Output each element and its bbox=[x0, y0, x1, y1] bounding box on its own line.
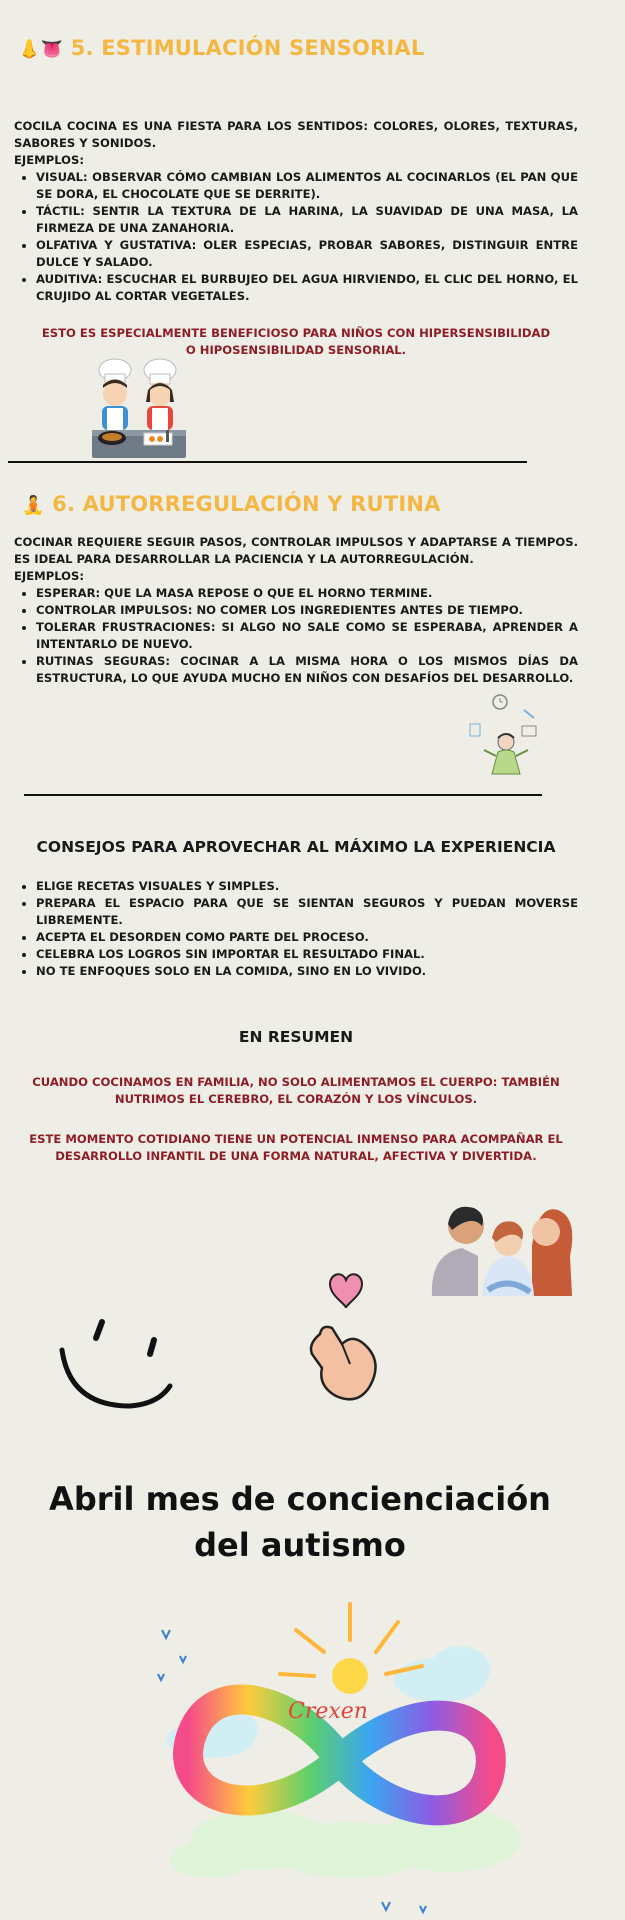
list-item: • PREPARA EL ESPACIO PARA QUE SE SIENTAN SEGUROS Y PUEDAN MOVERSE LIBREMENTE. bbox=[36, 895, 578, 929]
kids-cooking-illustration bbox=[82, 358, 194, 462]
autism-awareness-logo bbox=[150, 1590, 530, 1920]
tips-title: CONSEJOS PARA APROVECHAR AL MÁXIMO LA EXPERIENCIA bbox=[36, 838, 556, 856]
section-6-list bbox=[14, 585, 578, 687]
tips-list bbox=[14, 878, 578, 980]
list-item: • CONTROLAR IMPULSOS: NO COMER LOS INGREDIENTES ANTES DE TIEMPO. bbox=[36, 602, 578, 619]
sensory-note: ESTO ES ESPECIALMENTE BENEFICIOSO PARA NIÑOS CON HIPERSENSIBILIDAD O HIPOSENSIBILIDAD SENSORIAL. bbox=[41, 326, 551, 357]
summary-title: EN RESUMEN bbox=[238, 1028, 354, 1046]
list-item: • OLFATIVA Y GUSTATIVA: OLER ESPECIAS, PROBAR SABORES, DISTINGUIR ENTRE DULCE Y SALADO. bbox=[36, 237, 578, 271]
list-item: • AUDITIVA: ESCUCHAR EL BURBUJEO DEL AGUA HIRVIENDO, EL CLIC DEL HORNO, EL CRUJIDO AL CORTAR VEGETALES. bbox=[36, 271, 578, 305]
section-6-body bbox=[14, 534, 578, 687]
section-5-heading bbox=[18, 36, 424, 60]
list-item: • RUTINAS SEGURAS: COCINAR A LA MISMA HORA O LOS MISMOS DÍAS DA ESTRUCTURA, LO QUE AYUDA MUCHO EN NIÑOS CON DESAFÍOS DEL DESARROLLO. bbox=[36, 653, 578, 687]
list-item: • TÁCTIL: SENTIR LA TEXTURA DE LA HARINA, LA SUAVIDAD DE UNA MASA, LA FIRMEZA DE UNA ZANAHORIA. bbox=[36, 203, 578, 237]
family-illustration bbox=[422, 1196, 578, 1296]
nose-tongue-icon: 👃👅 bbox=[18, 39, 64, 60]
section-6-examples-label: EJEMPLOS: bbox=[14, 569, 85, 583]
list-item: • ESPERAR: QUE LA MASA REPOSE O QUE EL HORNO TERMINE. bbox=[36, 585, 578, 602]
summary-paragraph-2: ESTE MOMENTO COTIDIANO TIENE UN POTENCIAL INMENSO PARA ACOMPAÑAR EL DESARROLLO INFANTIL DE UNA FORMA NATURAL, AFECTIVA Y DIVERTIDA. bbox=[29, 1132, 563, 1163]
list-item: • NO TE ENFOQUES SOLO EN LA COMIDA, SINO EN LO VIVIDO. bbox=[36, 963, 578, 980]
tips-body bbox=[14, 878, 578, 980]
divider-1 bbox=[8, 461, 527, 463]
logo-text: Crexen bbox=[288, 1699, 368, 1724]
section-5-examples-label: EJEMPLOS: bbox=[14, 153, 85, 167]
section-6-intro: COCINAR REQUIERE SEGUIR PASOS, CONTROLAR IMPULSOS Y ADAPTARSE A TIEMPOS. ES IDEAL PARA DESARROLLAR LA PACIENCIA Y LA AUTORREGULACIÓN. bbox=[14, 535, 578, 566]
finger-heart-icon bbox=[302, 1268, 398, 1408]
list-item: • ACEPTA EL DESORDEN COMO PARTE DEL PROCESO. bbox=[36, 929, 578, 946]
list-item: • VISUAL: OBSERVAR CÓMO CAMBIAN LOS ALIMENTOS AL COCINARLOS (EL PAN QUE SE DORA, EL CHOCOLATE QUE SE DERRITE). bbox=[36, 169, 578, 203]
section-5-body bbox=[14, 118, 578, 305]
list-item: • ELIGE RECETAS VISUALES Y SIMPLES. bbox=[36, 878, 578, 895]
section-6-title: 6. AUTORREGULACIÓN Y RUTINA bbox=[52, 492, 441, 516]
smiley-drawing bbox=[54, 1310, 184, 1420]
section-5-intro: COCILA COCINA ES UNA FIESTA PARA LOS SENTIDOS: COLORES, OLORES, TEXTURAS, SABORES Y SONIDOS. bbox=[14, 119, 578, 150]
section-6-heading bbox=[22, 492, 441, 516]
divider-2 bbox=[24, 794, 542, 796]
summary-paragraph-1: CUANDO COCINAMOS EN FAMILIA, NO SOLO ALIMENTAMOS EL CUERPO: TAMBIÉN NUTRIMOS EL CEREBRO, EL CORAZÓN Y LOS VÍNCULOS. bbox=[32, 1075, 560, 1106]
meditation-illustration bbox=[462, 690, 548, 776]
closing-title: Abril mes de concienciación del autismo bbox=[49, 1480, 551, 1564]
section-5-title: 5. ESTIMULACIÓN SENSORIAL bbox=[70, 36, 425, 60]
section-5-list bbox=[14, 169, 578, 305]
meditation-icon: 🧘 bbox=[22, 495, 45, 516]
list-item: • CELEBRA LOS LOGROS SIN IMPORTAR EL RESULTADO FINAL. bbox=[36, 946, 578, 963]
list-item: • TOLERAR FRUSTRACIONES: SI ALGO NO SALE COMO SE ESPERABA, APRENDER A INTENTARLO DE NUEVO. bbox=[36, 619, 578, 653]
